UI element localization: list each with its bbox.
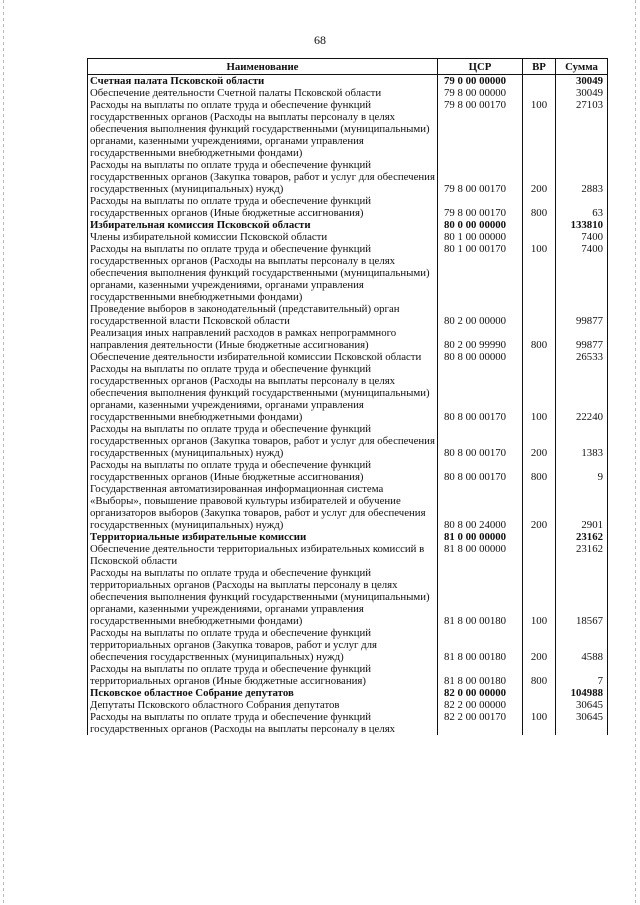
cell-name: Расходы на выплаты по оплате труда и обеспечение функций государственных органов (Расходы на выплаты персоналу в целях обеспечения выполнения функций государственными (муниципальными) органами, казенными учреждениями, органами управления государственными внебюджетными фондами) [88, 363, 438, 423]
cell-sum: 1383 [556, 423, 608, 459]
cell-sum: 9 [556, 459, 608, 483]
table-row [88, 327, 608, 351]
scan-edge-right [635, 0, 636, 905]
cell-vr [523, 699, 556, 711]
cell-sum: 7400 [556, 243, 608, 303]
cell-sum: 30645 [556, 699, 608, 711]
table-row [88, 627, 608, 663]
cell-vr [523, 231, 556, 243]
table-row [88, 195, 608, 219]
cell-vr: 200 [523, 627, 556, 663]
table-row [88, 663, 608, 687]
budget-table [87, 58, 608, 735]
column-header-csr: ЦСР [438, 59, 523, 75]
column-header-vr: ВР [523, 59, 556, 75]
cell-vr: 200 [523, 423, 556, 459]
cell-sum: 4588 [556, 627, 608, 663]
table-row [88, 567, 608, 627]
cell-csr: 81 8 00 00180 [438, 663, 523, 687]
cell-sum: 2901 [556, 483, 608, 531]
cell-vr: 100 [523, 711, 556, 735]
cell-vr [523, 75, 556, 88]
cell-name: Проведение выборов в законодательный (представительный) орган государственной власти Псковской области [88, 303, 438, 327]
table-row [88, 363, 608, 423]
cell-sum: 2883 [556, 159, 608, 195]
cell-name: Расходы на выплаты по оплате труда и обеспечение функций территориальных органов (Иные бюджетные ассигнования) [88, 663, 438, 687]
table-section-row [88, 531, 608, 543]
cell-sum: 26533 [556, 351, 608, 363]
cell-sum: 99877 [556, 327, 608, 351]
cell-csr: 80 2 00 99990 [438, 327, 523, 351]
cell-csr: 79 8 00 00000 [438, 87, 523, 99]
cell-vr: 800 [523, 663, 556, 687]
cell-csr: 82 2 00 00170 [438, 711, 523, 735]
table-row [88, 543, 608, 567]
cell-vr [523, 219, 556, 231]
cell-csr: 81 8 00 00180 [438, 567, 523, 627]
cell-name: Счетная палата Псковской области [88, 75, 438, 88]
table-row [88, 303, 608, 327]
cell-vr [523, 87, 556, 99]
cell-vr: 100 [523, 243, 556, 303]
cell-vr: 100 [523, 567, 556, 627]
cell-vr [523, 687, 556, 699]
cell-name: Государственная автоматизированная информационная система «Выборы», повышение правовой культуры избирателей и обучение организаторов выборов (Закупка товаров, работ и услуг для обеспечения государственных (муниципальных) нужд) [88, 483, 438, 531]
table-row [88, 99, 608, 159]
cell-csr: 81 0 00 00000 [438, 531, 523, 543]
cell-name: Расходы на выплаты по оплате труда и обеспечение функций государственных органов (Иные бюджетные ассигнования) [88, 459, 438, 483]
cell-name: Расходы на выплаты по оплате труда и обеспечение функций государственных органов (Расходы на выплаты персоналу в целях [88, 711, 438, 735]
cell-name: Псковское областное Собрание депутатов [88, 687, 438, 699]
table-row [88, 483, 608, 531]
cell-csr: 80 8 00 00000 [438, 351, 523, 363]
cell-vr: 200 [523, 159, 556, 195]
cell-csr: 81 8 00 00000 [438, 543, 523, 567]
cell-sum: 104988 [556, 687, 608, 699]
cell-sum: 99877 [556, 303, 608, 327]
cell-sum: 30645 [556, 711, 608, 735]
table-section-row [88, 687, 608, 699]
page-number: 68 [314, 33, 326, 47]
cell-name: Обеспечение деятельности Счетной палаты Псковской области [88, 87, 438, 99]
cell-sum: 22240 [556, 363, 608, 423]
cell-name: Расходы на выплаты по оплате труда и обеспечение функций государственных органов (Расходы на выплаты персоналу в целях обеспечения выполнения функций государственными (муниципальными) органами, казенными учреждениями, органами управления государственными внебюджетными фондами) [88, 243, 438, 303]
cell-vr [523, 351, 556, 363]
cell-sum: 27103 [556, 99, 608, 159]
cell-name: Расходы на выплаты по оплате труда и обеспечение функций территориальных органов (Закупка товаров, работ и услуг для обеспечения государственных (муниципальных) нужд) [88, 627, 438, 663]
cell-name: Члены избирательной комиссии Псковской области [88, 231, 438, 243]
cell-vr [523, 543, 556, 567]
cell-sum: 18567 [556, 567, 608, 627]
cell-name: Расходы на выплаты по оплате труда и обеспечение функций государственных органов (Иные бюджетные ассигнования) [88, 195, 438, 219]
table-row [88, 699, 608, 711]
cell-csr: 79 8 00 00170 [438, 159, 523, 195]
cell-name: Реализация иных направлений расходов в рамках непрограммного направления деятельности (Иные бюджетные ассигнования) [88, 327, 438, 351]
table-row [88, 159, 608, 195]
scan-edge-left [3, 0, 4, 905]
cell-sum: 7 [556, 663, 608, 687]
cell-vr: 100 [523, 99, 556, 159]
cell-csr: 79 8 00 00170 [438, 99, 523, 159]
table-header-row [88, 59, 608, 75]
cell-name: Расходы на выплаты по оплате труда и обеспечение функций территориальных органов (Расходы на выплаты персоналу в целях обеспечения выполнения функций государственными (муниципальными) органами, казенными учреждениями, органами управления государственными внебюджетными фондами) [88, 567, 438, 627]
cell-name: Избирательная комиссия Псковской области [88, 219, 438, 231]
cell-vr [523, 531, 556, 543]
cell-sum: 23162 [556, 543, 608, 567]
table-section-row [88, 219, 608, 231]
cell-csr: 80 8 00 00170 [438, 363, 523, 423]
cell-csr: 81 8 00 00180 [438, 627, 523, 663]
table-body [88, 75, 608, 736]
cell-name: Обеспечение деятельности территориальных избирательных комиссий в Псковской области [88, 543, 438, 567]
table-row [88, 423, 608, 459]
cell-vr: 800 [523, 195, 556, 219]
column-header-name: Наименование [88, 59, 438, 75]
cell-name: Расходы на выплаты по оплате труда и обеспечение функций государственных органов (Расходы на выплаты персоналу в целях обеспечения выполнения функций государственными (муниципальными) органами, казенными учреждениями, органами управления государственными внебюджетными фондами) [88, 99, 438, 159]
cell-sum: 23162 [556, 531, 608, 543]
cell-vr: 800 [523, 459, 556, 483]
cell-csr: 80 2 00 00000 [438, 303, 523, 327]
table-row [88, 231, 608, 243]
cell-sum: 7400 [556, 231, 608, 243]
cell-vr: 100 [523, 363, 556, 423]
cell-sum: 30049 [556, 75, 608, 88]
cell-name: Обеспечение деятельности избирательной комиссии Псковской области [88, 351, 438, 363]
cell-csr: 80 8 00 00170 [438, 423, 523, 459]
cell-csr: 82 2 00 00000 [438, 699, 523, 711]
cell-vr: 200 [523, 483, 556, 531]
table-section-row [88, 75, 608, 88]
cell-vr [523, 303, 556, 327]
table-row [88, 711, 608, 735]
cell-name: Расходы на выплаты по оплате труда и обеспечение функций государственных органов (Закупка товаров, работ и услуг для обеспечения государственных (муниципальных) нужд) [88, 423, 438, 459]
table-row [88, 351, 608, 363]
cell-csr: 79 0 00 00000 [438, 75, 523, 88]
cell-sum: 133810 [556, 219, 608, 231]
cell-name: Депутаты Псковского областного Собрания депутатов [88, 699, 438, 711]
cell-name: Территориальные избирательные комиссии [88, 531, 438, 543]
cell-csr: 80 1 00 00170 [438, 243, 523, 303]
cell-sum: 30049 [556, 87, 608, 99]
table-row [88, 87, 608, 99]
table-row [88, 243, 608, 303]
cell-vr: 800 [523, 327, 556, 351]
cell-csr: 80 1 00 00000 [438, 231, 523, 243]
column-header-sum: Сумма [556, 59, 608, 75]
cell-csr: 82 0 00 00000 [438, 687, 523, 699]
cell-csr: 80 8 00 00170 [438, 459, 523, 483]
cell-csr: 80 0 00 00000 [438, 219, 523, 231]
cell-name: Расходы на выплаты по оплате труда и обеспечение функций государственных органов (Закупка товаров, работ и услуг для обеспечения государственных (муниципальных) нужд) [88, 159, 438, 195]
cell-csr: 79 8 00 00170 [438, 195, 523, 219]
cell-sum: 63 [556, 195, 608, 219]
cell-csr: 80 8 00 24000 [438, 483, 523, 531]
table-row [88, 459, 608, 483]
